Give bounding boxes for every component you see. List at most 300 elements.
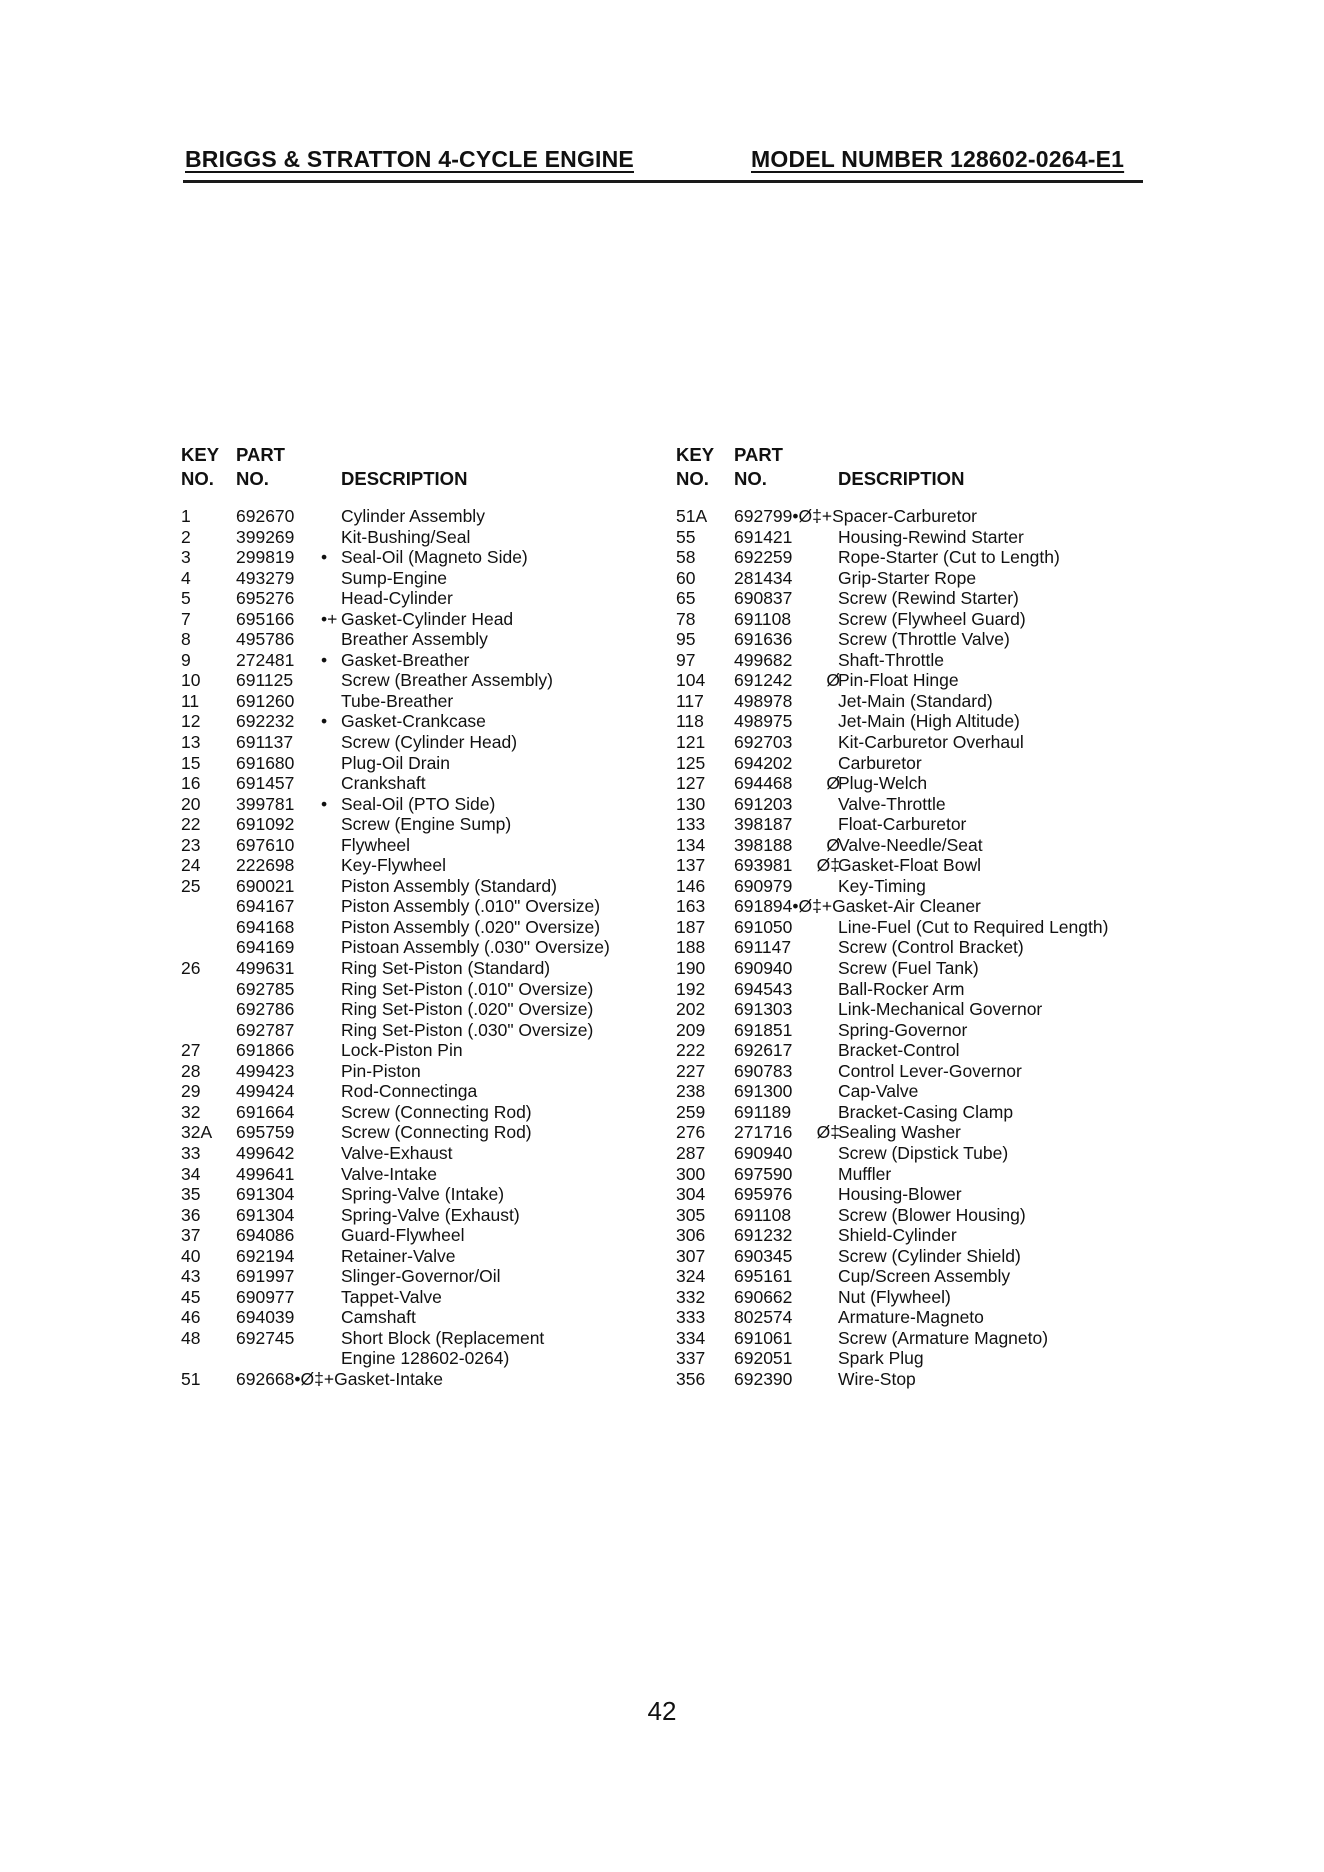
- part-description: Pin-Piston: [341, 1060, 421, 1081]
- key-number: 356: [676, 1368, 706, 1389]
- part-number: 691421: [734, 526, 793, 547]
- part-number: 690940: [734, 1142, 793, 1163]
- parts-row: [676, 1081, 1156, 1102]
- part-description: Gasket-Crankcase: [341, 711, 486, 732]
- part-description: Kit-Bushing/Seal: [341, 526, 471, 547]
- description-header: DESCRIPTION: [838, 468, 965, 489]
- part-description: Ring Set-Piston (.030" Oversize): [341, 1019, 594, 1040]
- part-description: Wire-Stop: [838, 1368, 916, 1389]
- part-header-no: NO.: [236, 468, 269, 489]
- part-number: 499424: [236, 1081, 295, 1102]
- part-description: Engine 128602-0264): [341, 1348, 510, 1369]
- parts-row: [181, 835, 701, 856]
- parts-row: [676, 1205, 1156, 1226]
- part-number: 694468: [734, 773, 793, 794]
- key-number: 65: [676, 588, 696, 609]
- part-description: Crankshaft: [341, 773, 426, 794]
- key-number: 187: [676, 916, 706, 937]
- key-number: 306: [676, 1225, 706, 1246]
- part-symbol: Ø‡: [816, 855, 840, 876]
- parts-row: [676, 691, 1156, 712]
- part-number: 692617: [734, 1040, 793, 1061]
- part-description: Lock-Piston Pin: [341, 1040, 463, 1061]
- part-description: Float-Carburetor: [838, 814, 967, 835]
- parts-row: [181, 1164, 701, 1185]
- key-number: 137: [676, 855, 706, 876]
- key-number: 11: [181, 690, 200, 711]
- part-symbol: •: [321, 793, 328, 814]
- part-header: PART: [236, 444, 285, 465]
- part-symbol: •: [321, 711, 328, 732]
- parts-row: [676, 1164, 1156, 1185]
- part-description: Spring-Governor: [838, 1019, 968, 1040]
- key-number: 55: [676, 526, 696, 547]
- part-description: Gasket-Float Bowl: [838, 855, 981, 876]
- description-header: DESCRIPTION: [341, 468, 468, 489]
- key-number: 192: [676, 978, 706, 999]
- parts-row: [676, 506, 1156, 527]
- parts-row: [181, 1102, 701, 1123]
- key-number: 22: [181, 814, 201, 835]
- parts-row: [181, 547, 701, 568]
- part-number: 692194: [236, 1245, 295, 1266]
- part-description: Kit-Carburetor Overhaul: [838, 732, 1024, 753]
- parts-row: [676, 1348, 1156, 1369]
- part-description: Valve-Intake: [341, 1163, 437, 1184]
- key-number: 25: [181, 875, 201, 896]
- part-description: Jet-Main (High Altitude): [838, 711, 1020, 732]
- key-number: 8: [181, 629, 191, 650]
- parts-row: [676, 958, 1156, 979]
- part-number: 695166: [236, 608, 295, 629]
- key-number: 48: [181, 1327, 201, 1348]
- parts-row: [676, 1369, 1156, 1390]
- part-description: Short Block (Replacement: [341, 1327, 545, 1348]
- column-header: [181, 444, 701, 500]
- part-number: 802574: [734, 1307, 793, 1328]
- part-description: Carburetor: [838, 752, 922, 773]
- parts-row: [676, 835, 1156, 856]
- part-description: Screw (Rewind Starter): [838, 588, 1019, 609]
- part-description: Rope-Starter (Cut to Length): [838, 547, 1060, 568]
- part-number: 691061: [734, 1327, 793, 1348]
- parts-row: [181, 1205, 701, 1226]
- parts-row: [676, 1102, 1156, 1123]
- part-description: Muffler: [838, 1163, 892, 1184]
- part-header: PART: [734, 444, 783, 465]
- parts-row: [676, 1246, 1156, 1267]
- part-number: 692670: [236, 506, 295, 526]
- key-number: 60: [676, 567, 696, 588]
- part-description: Head-Cylinder: [341, 588, 453, 609]
- part-description: Grip-Starter Rope: [838, 567, 977, 588]
- part-description: Screw (Armature Magneto): [838, 1327, 1049, 1348]
- key-number: 3: [181, 547, 191, 568]
- key-number: 117: [676, 690, 704, 711]
- part-number: 692745: [236, 1327, 295, 1348]
- key-number: 324: [676, 1266, 706, 1287]
- parts-row: [181, 773, 701, 794]
- parts-row: [676, 753, 1156, 774]
- parts-row: [181, 1122, 701, 1143]
- part-description: Cylinder Assembly: [341, 506, 485, 526]
- key-number: 125: [676, 752, 706, 773]
- part-number: 299819: [236, 547, 295, 568]
- part-number: 692786: [236, 999, 295, 1020]
- part-description: Screw (Cylinder Shield): [838, 1245, 1021, 1266]
- part-number: 697590: [734, 1163, 793, 1184]
- part-number: 691636: [734, 629, 793, 650]
- parts-list-right: [676, 506, 1156, 1390]
- parts-row: [676, 979, 1156, 1000]
- part-number: 691303: [734, 999, 793, 1020]
- key-number: 13: [181, 732, 201, 753]
- part-number: 691894•Ø‡+Gasket-Air Cleaner: [734, 896, 981, 917]
- part-number: 691189: [734, 1101, 792, 1122]
- part-number: 691664: [236, 1101, 295, 1122]
- parts-row: [676, 527, 1156, 548]
- part-description: Screw (Cylinder Head): [341, 732, 518, 753]
- part-description: Valve-Throttle: [838, 793, 946, 814]
- parts-row: [181, 609, 701, 630]
- part-number: 495786: [236, 629, 295, 650]
- part-description: Pistoan Assembly (.030" Oversize): [341, 937, 610, 958]
- part-number: 697610: [236, 834, 295, 855]
- part-number: 691997: [236, 1266, 295, 1287]
- part-number: 493279: [236, 567, 295, 588]
- parts-row: [676, 732, 1156, 753]
- key-number: 190: [676, 958, 706, 979]
- part-description: Ball-Rocker Arm: [838, 978, 965, 999]
- part-description: Screw (Connecting Rod): [341, 1101, 532, 1122]
- parts-row: [181, 650, 701, 671]
- part-description: Camshaft: [341, 1307, 416, 1328]
- part-number: 398187: [734, 814, 793, 835]
- part-number: 693981: [734, 855, 793, 876]
- key-number: 58: [676, 547, 696, 568]
- part-description: Screw (Breather Assembly): [341, 670, 554, 691]
- key-number: 121: [676, 732, 706, 753]
- part-number: 272481: [236, 649, 295, 670]
- part-number: 694169: [236, 937, 295, 958]
- key-number: 337: [676, 1348, 706, 1369]
- parts-row: [181, 1143, 701, 1164]
- part-description: Nut (Flywheel): [838, 1286, 951, 1307]
- part-number: 691851: [734, 1019, 793, 1040]
- part-number: 398188: [734, 834, 793, 855]
- parts-row: [676, 711, 1156, 732]
- key-number: 130: [676, 793, 706, 814]
- part-number: 695161: [734, 1266, 793, 1287]
- parts-row: [181, 937, 701, 958]
- parts-row: [676, 1040, 1156, 1061]
- part-description: Screw (Blower Housing): [838, 1204, 1026, 1225]
- parts-row: [676, 876, 1156, 897]
- part-description: Screw (Engine Sump): [341, 814, 512, 835]
- key-number: 51A: [676, 506, 708, 526]
- parts-row: [676, 547, 1156, 568]
- part-number: 222698: [236, 855, 295, 876]
- parts-row: [181, 1020, 701, 1041]
- parts-row: [181, 1369, 701, 1390]
- part-number: 691300: [734, 1081, 793, 1102]
- part-description: Tube-Breather: [341, 690, 454, 711]
- part-number: 690345: [734, 1245, 793, 1266]
- key-number: 104: [676, 670, 706, 691]
- part-description: Shield-Cylinder: [838, 1225, 957, 1246]
- part-number: 694543: [734, 978, 793, 999]
- part-description: Sealing Washer: [838, 1122, 961, 1143]
- key-number: 202: [676, 999, 706, 1020]
- part-description: Housing-Rewind Starter: [838, 526, 1024, 547]
- part-number: 499641: [236, 1163, 295, 1184]
- key-number: 45: [181, 1286, 201, 1307]
- key-number: 33: [181, 1142, 201, 1163]
- parts-row: [181, 691, 701, 712]
- part-symbol: •+: [321, 608, 338, 629]
- key-header-no: NO.: [181, 468, 214, 489]
- key-number: 51: [181, 1368, 201, 1389]
- key-number: 35: [181, 1184, 201, 1205]
- part-number: 690021: [236, 875, 295, 896]
- parts-row: [676, 1225, 1156, 1246]
- part-number: 695759: [236, 1122, 295, 1143]
- key-number: 332: [676, 1286, 706, 1307]
- part-number: 691108: [734, 1204, 792, 1225]
- parts-row: [181, 1266, 701, 1287]
- part-description: Housing-Blower: [838, 1184, 962, 1205]
- parts-row: [676, 937, 1156, 958]
- key-number: 40: [181, 1245, 201, 1266]
- part-description: Pin-Float Hinge: [838, 670, 959, 691]
- parts-row: [676, 1143, 1156, 1164]
- part-description: Screw (Dipstick Tube): [838, 1142, 1009, 1163]
- part-description: Ring Set-Piston (.020" Oversize): [341, 999, 594, 1020]
- part-number: 690979: [734, 875, 793, 896]
- parts-row: [181, 794, 701, 815]
- part-symbol: •: [321, 547, 328, 568]
- part-number: 692787: [236, 1019, 295, 1040]
- part-description: Seal-Oil (Magneto Side): [341, 547, 528, 568]
- parts-row: [676, 1184, 1156, 1205]
- parts-row: [181, 588, 701, 609]
- part-description: Gasket-Cylinder Head: [341, 608, 514, 629]
- part-description: Jet-Main (Standard): [838, 690, 993, 711]
- part-description: Bracket-Control: [838, 1040, 960, 1061]
- key-number: 26: [181, 958, 201, 979]
- part-number: 691680: [236, 752, 295, 773]
- parts-row: [676, 568, 1156, 589]
- key-number: 27: [181, 1040, 201, 1061]
- part-number: 499642: [236, 1142, 295, 1163]
- key-number: 16: [181, 773, 201, 794]
- key-number: 15: [181, 752, 201, 773]
- parts-row: [676, 650, 1156, 671]
- parts-row: [676, 1307, 1156, 1328]
- column-header: [676, 444, 1156, 500]
- key-number: 10: [181, 670, 201, 691]
- key-number: 23: [181, 834, 201, 855]
- key-number: 43: [181, 1266, 201, 1287]
- parts-row: [181, 1040, 701, 1061]
- part-description: Spring-Valve (Exhaust): [341, 1204, 520, 1225]
- key-number: 32A: [181, 1122, 213, 1143]
- parts-row: [676, 794, 1156, 815]
- part-number: 499682: [734, 649, 793, 670]
- key-number: 78: [676, 608, 696, 629]
- part-number: 691203: [734, 793, 793, 814]
- part-number: 692232: [236, 711, 295, 732]
- part-number: 692668•Ø‡+Gasket-Intake: [236, 1368, 444, 1389]
- key-number: 276: [676, 1122, 706, 1143]
- part-description: Cup/Screen Assembly: [838, 1266, 1011, 1287]
- key-number: 304: [676, 1184, 706, 1205]
- part-description: Ring Set-Piston (.010" Oversize): [341, 978, 594, 999]
- parts-row: [676, 629, 1156, 650]
- parts-row: [676, 1328, 1156, 1349]
- part-number: 498978: [734, 690, 793, 711]
- key-number: 36: [181, 1204, 201, 1225]
- parts-row: [181, 979, 701, 1000]
- key-number: 1: [181, 506, 191, 526]
- part-description: Screw (Flywheel Guard): [838, 608, 1026, 629]
- part-symbol: Ø: [826, 670, 840, 691]
- part-description: Screw (Fuel Tank): [838, 958, 979, 979]
- key-number: 7: [181, 608, 191, 629]
- part-number: 691457: [236, 773, 295, 794]
- key-number: 163: [676, 896, 706, 917]
- part-description: Link-Mechanical Governor: [838, 999, 1043, 1020]
- parts-row: [181, 1225, 701, 1246]
- part-number: 691137: [236, 732, 294, 753]
- part-number: 690977: [236, 1286, 295, 1307]
- page-header: [183, 146, 1143, 183]
- part-description: Plug-Oil Drain: [341, 752, 450, 773]
- key-number: 209: [676, 1019, 706, 1040]
- part-description: Spring-Valve (Intake): [341, 1184, 505, 1205]
- page-number: 42: [647, 1696, 677, 1726]
- parts-row: [181, 670, 701, 691]
- key-number: 227: [676, 1060, 706, 1081]
- part-number: 692703: [734, 732, 793, 753]
- part-description: Seal-Oil (PTO Side): [341, 793, 496, 814]
- parts-row: [676, 814, 1156, 835]
- part-number: 691260: [236, 690, 295, 711]
- part-symbol: •: [321, 649, 328, 670]
- part-number: 690837: [734, 588, 793, 609]
- part-number: 694168: [236, 916, 295, 937]
- part-number: 691147: [734, 937, 792, 958]
- key-number: 5: [181, 588, 191, 609]
- part-number: 694202: [734, 752, 793, 773]
- key-number: 4: [181, 567, 191, 588]
- key-number: 133: [676, 814, 706, 835]
- key-number: 32: [181, 1101, 201, 1122]
- parts-row: [181, 917, 701, 938]
- part-number: 692785: [236, 978, 295, 999]
- part-number: 694167: [236, 896, 295, 917]
- key-number: 9: [181, 649, 191, 670]
- part-description: Cap-Valve: [838, 1081, 919, 1102]
- key-number: 37: [181, 1225, 201, 1246]
- part-number: 691050: [734, 916, 793, 937]
- part-symbol: Ø: [826, 773, 840, 794]
- part-number: 692390: [734, 1368, 793, 1389]
- part-number: 694039: [236, 1307, 295, 1328]
- key-number: 29: [181, 1081, 201, 1102]
- parts-row: [181, 1328, 701, 1349]
- parts-row: [676, 999, 1156, 1020]
- parts-row: [181, 1307, 701, 1328]
- part-description: Shaft-Throttle: [838, 649, 945, 670]
- part-description: Piston Assembly (Standard): [341, 875, 557, 896]
- parts-row: [676, 1020, 1156, 1041]
- part-description: Piston Assembly (.010" Oversize): [341, 896, 601, 917]
- part-number: 499423: [236, 1060, 295, 1081]
- parts-row: [181, 753, 701, 774]
- key-number: 95: [676, 629, 696, 650]
- key-number: 134: [676, 834, 706, 855]
- part-description: Key-Flywheel: [341, 855, 447, 876]
- part-description: Retainer-Valve: [341, 1245, 456, 1266]
- key-number: 20: [181, 793, 201, 814]
- key-number: 127: [676, 773, 706, 794]
- key-number: 222: [676, 1040, 706, 1061]
- model-number-title: MODEL NUMBER 128602-0264-E1: [751, 146, 1125, 172]
- part-number: 691242: [734, 670, 793, 691]
- key-number: 28: [181, 1060, 201, 1081]
- parts-row: [181, 1287, 701, 1308]
- part-number: 692051: [734, 1348, 793, 1369]
- part-description: Spark Plug: [838, 1348, 924, 1369]
- part-number: 690783: [734, 1060, 793, 1081]
- parts-row: [181, 732, 701, 753]
- parts-row: [676, 896, 1156, 917]
- parts-row: [181, 896, 701, 917]
- part-number: 271716: [734, 1122, 793, 1143]
- part-number: 691866: [236, 1040, 295, 1061]
- part-description: Gasket-Breather: [341, 649, 470, 670]
- part-description: Screw (Throttle Valve): [838, 629, 1010, 650]
- key-number: 2: [181, 526, 191, 547]
- parts-row: [181, 958, 701, 979]
- parts-row: [676, 609, 1156, 630]
- key-number: 333: [676, 1307, 706, 1328]
- part-number: 690662: [734, 1286, 793, 1307]
- parts-row: [676, 670, 1156, 691]
- part-number: 694086: [236, 1225, 295, 1246]
- key-number: 334: [676, 1327, 706, 1348]
- part-description: Screw (Control Bracket): [838, 937, 1024, 958]
- part-number: 692259: [734, 547, 793, 568]
- part-number: 691108: [734, 608, 792, 629]
- key-number: 146: [676, 875, 706, 896]
- parts-row: [181, 999, 701, 1020]
- parts-row: [181, 711, 701, 732]
- part-description: Breather Assembly: [341, 629, 488, 650]
- engine-title: BRIGGS & STRATTON 4-CYCLE ENGINE: [185, 146, 634, 172]
- parts-row: [181, 1348, 701, 1369]
- parts-row: [676, 1287, 1156, 1308]
- part-description: Piston Assembly (.020" Oversize): [341, 916, 601, 937]
- key-number: 188: [676, 937, 706, 958]
- part-description: Screw (Connecting Rod): [341, 1122, 532, 1143]
- part-number: 691232: [734, 1225, 793, 1246]
- part-description: Sump-Engine: [341, 567, 448, 588]
- parts-row: [676, 1061, 1156, 1082]
- parts-row: [181, 876, 701, 897]
- parts-row: [181, 814, 701, 835]
